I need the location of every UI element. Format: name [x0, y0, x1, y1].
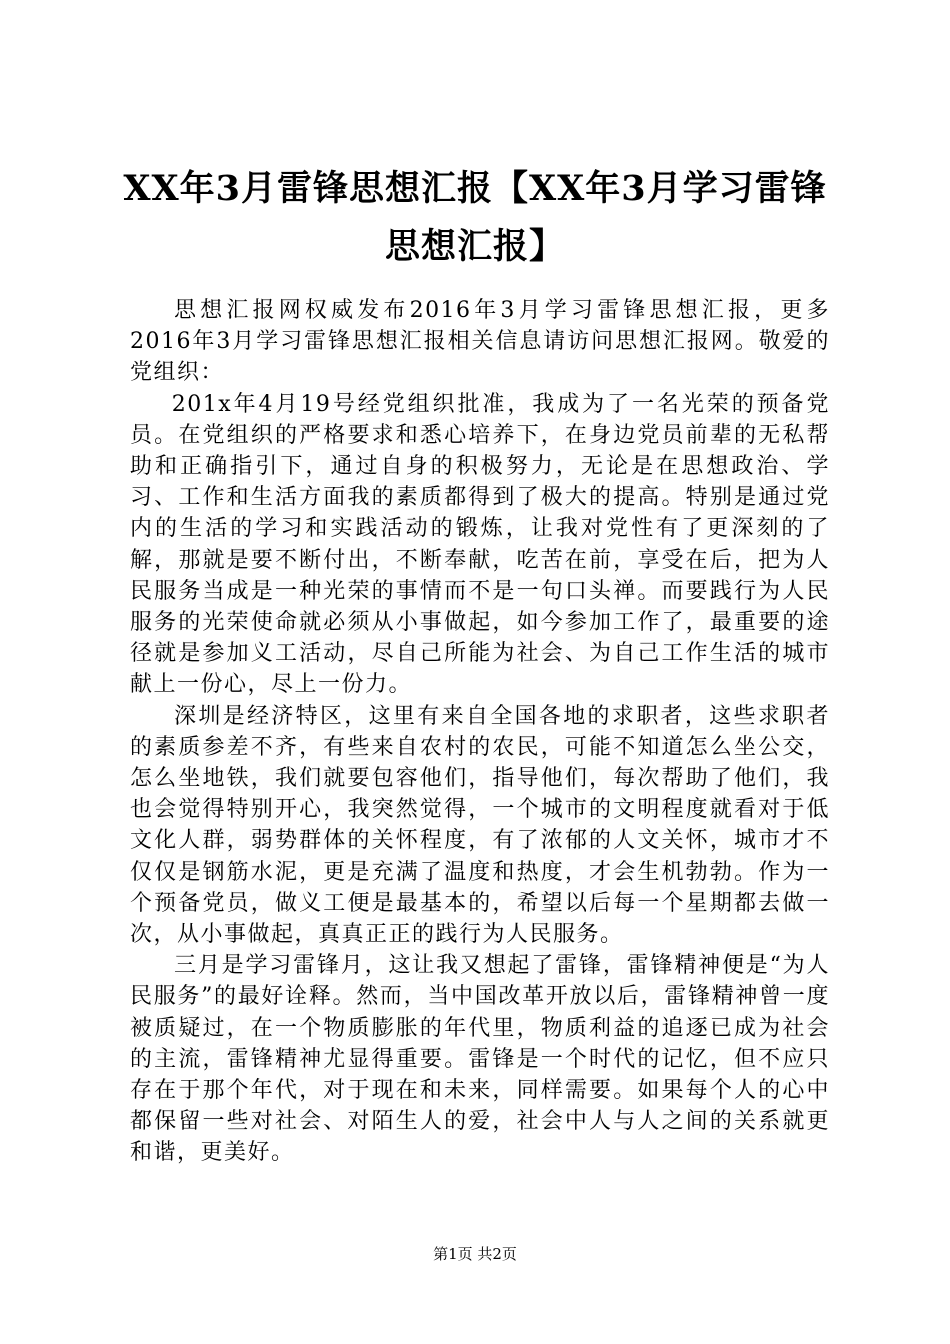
document-title: XX年3月雷锋思想汇报【XX年3月学习雷锋思想汇报】 [123, 168, 827, 267]
page-number-footer: 第1页 共2页 [433, 1245, 517, 1263]
paragraph-shenzhen: 深圳是经济特区，这里有来自全国各地的求职者，这些求职者的素质参差不齐，有些来自农村的农民，可能不知道怎么坐公交，怎么坐地铁，我们就要包容他们，指导他们，每次帮助了他们，我也会觉得特别开心，我突然觉得，一个城市的文明程度就看对于低文化人群，弱势群体的关怀程度，有了浓郁的人文关怀，城市才不仅仅是钢筋水泥，更是充满了温度和热度，才会生机勃勃。作为一个预备党员，做义工便是最基本的，希望以后每一个星期都去做一次，从小事做起，真真正正的践行为人民服务。 [130, 703, 830, 948]
paragraph-party-member: 201x年4月19号经党组织批准，我成为了一名光荣的预备党员。在党组织的严格要求和悉心培养下，在身边党员前辈的无私帮助和正确指引下，通过自身的积极努力，无论是在思想政治、学习、工作和生活方面我的素质都得到了极大的提高。特别是通过党内的生活的学习和实践活动的锻炼，让我对党性有了更深刻的了解，那就是要不断付出，不断奉献，吃苦在前，享受在后，把为人民服务当成是一种光荣的事情而不是一句口头禅。而要践行为人民服务的光荣使命就必须从小事做起，如今参加工作了，最重要的途径就是参加义工活动，尽自己所能为社会、为自己工作生活的城市献上一份心，尽上一份力。 [130, 391, 830, 698]
document-body [130, 295, 830, 1169]
paragraph-lei-feng: 三月是学习雷锋月，这让我又想起了雷锋，雷锋精神便是“为人民服务”的最好诠释。然而，当中国改革开放以后，雷锋精神曾一度被质疑过，在一个物质膨胀的年代里，物质利益的追逐已成为社会的主流，雷锋精神尤显得重要。雷锋是一个时代的记忆，但不应只存在于那个年代，对于现在和未来，同样需要。如果每个人的心中都保留一些对社会、对陌生人的爱，社会中人与人之间的关系就更和谐，更美好。 [130, 953, 830, 1166]
paragraph-intro: 思想汇报网权威发布2016年3月学习雷锋思想汇报，更多2016年3月学习雷锋思想汇报相关信息请访问思想汇报网。敬爱的党组织： [130, 298, 830, 386]
